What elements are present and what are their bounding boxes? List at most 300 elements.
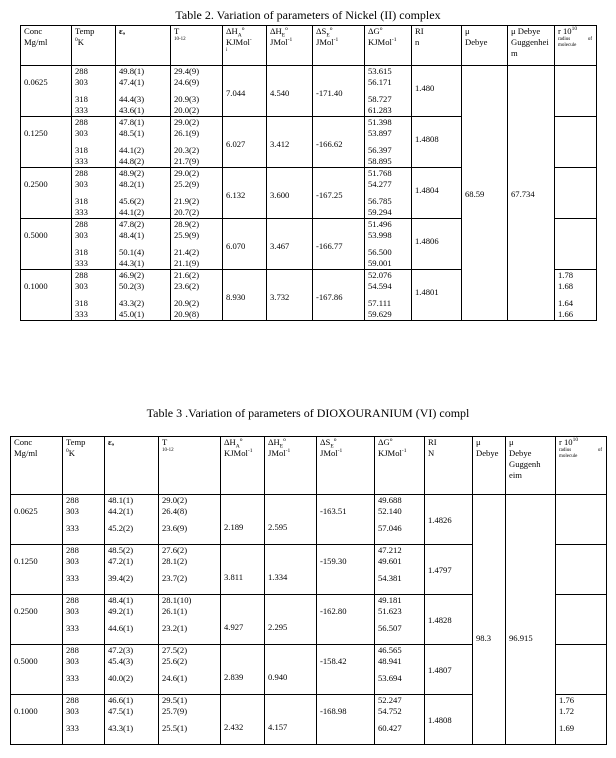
- header-radius-small-2: of: [597, 448, 602, 453]
- cell-t-line: 20.9(3): [174, 94, 200, 104]
- cell-delta-he-value: 4.157: [268, 722, 288, 732]
- cell-t: [159, 595, 221, 645]
- cell-epsilon: [116, 168, 171, 219]
- cell-ri: [412, 270, 462, 321]
- header-delta-g-unit: KJMol: [378, 448, 402, 458]
- cell-temp-line: 333: [66, 723, 79, 733]
- cell-delta-he: [267, 270, 313, 321]
- conc-value: 0.2500: [24, 179, 48, 189]
- cell-epsilon-line: 48.2(1): [119, 179, 145, 189]
- cell-radius: [556, 545, 607, 595]
- cell-delta-se-value: -159.30: [320, 556, 347, 566]
- header-ri-l2: n: [415, 37, 420, 47]
- cell-delta-g-line: 56.507: [378, 623, 402, 633]
- nickel-complex-table: [20, 25, 597, 321]
- header-delta-he-unit: JMol: [268, 448, 286, 458]
- cell-delta-se-value: -158.42: [320, 656, 347, 666]
- cell-epsilon-line: 45.4(3): [108, 656, 134, 666]
- header-delta-ha-symbol: ΔH: [226, 26, 238, 36]
- cell-t-line: 25.9(9): [174, 230, 200, 240]
- cell-temp-line: 333: [75, 105, 88, 115]
- cell-temp-line: 288: [75, 66, 88, 76]
- cell-epsilon-line: 44.8(2): [119, 156, 145, 166]
- header-mug-l1: μ: [509, 437, 514, 447]
- cell-delta-g-line: 53.694: [378, 673, 402, 683]
- cell-t-line: 25.5(1): [162, 723, 188, 733]
- header-delta-se-symbol-line: [316, 26, 364, 37]
- cell-delta-ha-value: 2.432: [224, 722, 244, 732]
- cell-epsilon-line: 48.1(1): [108, 495, 134, 505]
- header-radius-line: [559, 437, 606, 448]
- cell-radius: [555, 66, 597, 117]
- header-delta-he-symbol-line: [268, 437, 316, 448]
- cell-delta-g: [375, 495, 425, 545]
- cell-epsilon: [105, 695, 159, 745]
- header-delta-g-sup: o: [389, 437, 393, 444]
- cell-radius-line: [558, 243, 596, 249]
- cell-ri: [412, 219, 462, 270]
- header-delta-he-symbol-line: [270, 26, 312, 37]
- cell-t-line: 29.4(9): [174, 66, 200, 76]
- header-mug-l2: Debye: [509, 448, 532, 458]
- header-delta-ha-symbol: ΔH: [224, 437, 236, 447]
- header-mu-l2: Debye: [476, 448, 499, 458]
- cell-epsilon-line: 44.6(1): [108, 623, 134, 633]
- cell-delta-g-line: 51.623: [378, 606, 402, 616]
- header-delta-he-unit-line: [268, 448, 316, 459]
- cell-t-line: 21.6(2): [174, 270, 200, 280]
- cell-temp-line: 303: [75, 281, 88, 291]
- header-delta-ha-sup: o: [241, 26, 245, 33]
- cell-delta-se: [313, 219, 365, 270]
- cell-delta-ha: [221, 645, 265, 695]
- cell-t-line: 20.0(2): [174, 105, 200, 115]
- cell-delta-se-value: -166.62: [316, 139, 343, 149]
- conc-value: 0.5000: [14, 656, 38, 666]
- cell-delta-he: [265, 595, 317, 645]
- cell-epsilon-line: 46.9(2): [119, 270, 145, 280]
- cell-temp-line: 318: [75, 247, 88, 257]
- conc-value: 0.2500: [14, 606, 38, 616]
- cell-ri: [425, 495, 473, 545]
- cell-t-line: 25.6(2): [162, 656, 188, 666]
- header-delta-se: [317, 437, 375, 495]
- cell-epsilon: [105, 545, 159, 595]
- cell-ri-value: 1.480: [415, 83, 435, 93]
- header-delta-he-sub: E: [281, 32, 286, 39]
- cell-t: [159, 645, 221, 695]
- cell-delta-g-line: 59.629: [368, 309, 392, 319]
- cell-t-line: 28.1(2): [162, 556, 188, 566]
- cell-radius-line: [558, 192, 596, 198]
- header-delta-se-unit-sup: -1: [333, 37, 339, 44]
- cell-delta-g-line: 57.111: [368, 298, 391, 308]
- cell-epsilon-line: 49.2(1): [108, 606, 134, 616]
- header-delta-g: [375, 437, 425, 495]
- cell-delta-he: [267, 168, 313, 219]
- cell-ri-value: 1.4807: [428, 665, 452, 675]
- header-delta-ha-symbol-line: [224, 437, 264, 448]
- header-mug-l4: eim: [509, 470, 522, 480]
- cell-mu: [462, 66, 508, 321]
- cell-temp-line: 288: [75, 117, 88, 127]
- cell-delta-ha-value: 6.027: [226, 139, 246, 149]
- header-mug-l3: Guggenh: [509, 459, 541, 469]
- cell-epsilon-line: 43.6(1): [119, 105, 145, 115]
- header-radius-sup: 10: [572, 437, 579, 444]
- cell-delta-g-line: 52.140: [378, 506, 402, 516]
- cell-epsilon-line: 48.4(1): [108, 595, 134, 605]
- cell-delta-ha-value: 6.132: [226, 190, 246, 200]
- cell-temp: [63, 645, 105, 695]
- cell-temp-line: 303: [75, 179, 88, 189]
- cell-t-line: 20.7(2): [174, 207, 200, 217]
- cell-temp-line: 288: [66, 645, 79, 655]
- header-temp-l2: [66, 448, 104, 459]
- cell-delta-g-line: 58.727: [368, 94, 392, 104]
- header-conc-l2: Mg/ml: [24, 37, 48, 47]
- cell-t: [159, 695, 221, 745]
- cell-t-line: 23.2(1): [162, 623, 188, 633]
- header-delta-ha-unit-line: [226, 37, 266, 48]
- cell-t-line: 24.6(9): [174, 77, 200, 87]
- cell-t-line: 26.4(8): [162, 506, 188, 516]
- dioxouranium-complex-table: [10, 436, 607, 745]
- header-radius-small-3: molecule: [559, 454, 578, 459]
- cell-t-line: 20.9(8): [174, 309, 200, 319]
- header-temp-sup: 0: [75, 37, 78, 44]
- cell-radius-line: 1.69: [559, 723, 575, 733]
- cell-delta-he: [265, 495, 317, 545]
- cell-delta-g-line: 47.212: [378, 545, 402, 555]
- cell-radius-line: [559, 563, 606, 569]
- cell-delta-ha: [223, 219, 267, 270]
- cell-delta-g: [365, 219, 412, 270]
- header-delta-se-unit-sup: -1: [337, 448, 343, 455]
- cell-ri-value: 1.4828: [428, 615, 452, 625]
- cell-t-line: 21.9(2): [174, 196, 200, 206]
- cell-temp-line: 333: [66, 673, 79, 683]
- cell-epsilon-line: 40.0(2): [108, 673, 134, 683]
- cell-delta-se-value: -167.86: [316, 292, 343, 302]
- cell-temp: [72, 270, 116, 321]
- cell-epsilon: [105, 595, 159, 645]
- cell-temp-line: 288: [66, 545, 79, 555]
- cell-epsilon-line: 43.3(2): [119, 298, 145, 308]
- cell-t: [171, 66, 223, 117]
- cell-radius-line: 1.76: [559, 695, 575, 705]
- header-temp-unit: K: [68, 448, 75, 458]
- header-radius-small-1: radius: [559, 448, 572, 453]
- cell-temp-line: 288: [66, 695, 79, 705]
- cell-delta-he: [267, 117, 313, 168]
- cell-epsilon-line: 47.8(1): [119, 117, 145, 127]
- table-row: [11, 495, 607, 545]
- cell-epsilon-line: 48.9(2): [119, 168, 145, 178]
- cell-epsilon-line: 45.6(2): [119, 196, 145, 206]
- cell-temp: [63, 595, 105, 645]
- header-delta-ha-unit: KJMol: [224, 448, 248, 458]
- conc-value: 0.0625: [24, 77, 48, 87]
- cell-delta-g-line: 49.601: [378, 556, 402, 566]
- cell-epsilon-line: 47.2(1): [108, 556, 134, 566]
- cell-delta-g: [365, 168, 412, 219]
- cell-t-line: 26.1(9): [174, 128, 200, 138]
- header-row: [11, 437, 607, 495]
- cell-delta-se-value: -168.98: [320, 706, 347, 716]
- cell-ri: [412, 168, 462, 219]
- header-delta-ha-sub: A: [235, 443, 240, 450]
- cell-temp-line: 303: [66, 506, 79, 516]
- header-radius-small-3: molecule: [558, 43, 577, 48]
- cell-radius-line: [559, 663, 606, 669]
- header-conc: [21, 26, 72, 66]
- cell-delta-se: [313, 270, 365, 321]
- header-delta-se-sub: E: [330, 443, 334, 450]
- header-ri-l1: RI: [415, 26, 424, 36]
- cell-t-line: 29.0(2): [174, 117, 200, 127]
- cell-epsilon-line: 44.1(2): [119, 207, 145, 217]
- cell-delta-g-line: 59.294: [368, 207, 392, 217]
- cell-delta-se: [313, 168, 365, 219]
- cell-delta-g-line: 56.785: [368, 196, 392, 206]
- header-delta-ha-symbol-line: [226, 26, 266, 37]
- cell-t-line: 25.2(9): [174, 179, 200, 189]
- cell-temp-line: 303: [66, 606, 79, 616]
- cell-temp-line: 288: [66, 595, 79, 605]
- header-radius: [556, 437, 607, 495]
- cell-epsilon-line: 45.0(1): [119, 309, 145, 319]
- header-delta-ha-unit-sup: -1: [247, 448, 253, 455]
- header-delta-g-symbol-line: [368, 26, 411, 37]
- header-t-sub: 10-12: [162, 448, 174, 453]
- cell-delta-g-line: 56.397: [368, 145, 392, 155]
- header-t-label: T: [174, 26, 180, 36]
- cell-ri: [425, 545, 473, 595]
- cell-conc: [21, 219, 72, 270]
- cell-radius-line: [558, 141, 596, 147]
- header-delta-he-unit: JMol: [270, 37, 288, 47]
- cell-epsilon-line: 47.5(1): [108, 706, 134, 716]
- header-t: [159, 437, 221, 495]
- cell-radius: [555, 117, 597, 168]
- header-conc-l1: Conc: [24, 26, 43, 36]
- cell-delta-se-value: -166.77: [316, 241, 343, 251]
- cell-delta-he: [267, 219, 313, 270]
- cell-ri: [425, 595, 473, 645]
- cell-radius: [555, 219, 597, 270]
- cell-epsilon-line: 44.1(2): [119, 145, 145, 155]
- cell-temp-line: 303: [66, 556, 79, 566]
- cell-delta-he-value: 3.467: [270, 241, 290, 251]
- header-delta-se-unit: JMol: [316, 37, 334, 47]
- cell-t: [159, 545, 221, 595]
- cell-delta-ha: [221, 545, 265, 595]
- conc-value: 0.1000: [14, 706, 38, 716]
- cell-delta-se: [317, 645, 375, 695]
- header-delta-g-symbol: ΔG: [368, 26, 380, 36]
- cell-delta-ha: [223, 168, 267, 219]
- cell-delta-g-line: 48.941: [378, 656, 402, 666]
- cell-delta-se-value: -171.40: [316, 88, 343, 98]
- header-delta-ha-sub: A: [237, 32, 242, 39]
- cell-t-line: 27.6(2): [162, 545, 188, 555]
- cell-epsilon: [105, 495, 159, 545]
- cell-delta-se: [317, 695, 375, 745]
- table2-caption: Table 2. Variation of parameters of Nickel (II) complex: [175, 8, 441, 22]
- cell-delta-se: [313, 66, 365, 117]
- cell-t: [171, 219, 223, 270]
- cell-delta-g-line: 54.752: [378, 706, 402, 716]
- header-delta-se-unit-line: [316, 37, 364, 48]
- header-delta-ha-sup: o: [239, 437, 243, 444]
- cell-temp-line: 333: [66, 523, 79, 533]
- header-radius-label: r 10: [559, 437, 573, 447]
- cell-mu: [473, 495, 506, 745]
- cell-delta-se-value: -167.25: [316, 190, 343, 200]
- cell-temp-line: 318: [75, 196, 88, 206]
- header-mu: [473, 437, 506, 495]
- cell-delta-ha-value: 8.930: [226, 292, 246, 302]
- header-radius-line: [558, 26, 596, 37]
- cell-epsilon-line: 45.2(2): [108, 523, 134, 533]
- cell-mu-guggenheim: [506, 495, 556, 745]
- cell-ri: [425, 695, 473, 745]
- header-ri: [425, 437, 473, 495]
- header-mu-l2: Debye: [465, 37, 488, 47]
- cell-temp-line: 333: [75, 207, 88, 217]
- cell-delta-g-line: 53.615: [368, 66, 392, 76]
- cell-delta-g-line: 60.427: [378, 723, 402, 733]
- cell-radius-line: 1.78: [558, 270, 574, 280]
- cell-delta-he-value: 3.600: [270, 190, 290, 200]
- header-delta-he-unit-sup: -1: [285, 448, 291, 455]
- cell-delta-g-line: 51.398: [368, 117, 392, 127]
- header-delta-se-sup: o: [333, 437, 337, 444]
- header-t: [171, 26, 223, 66]
- header-conc: [11, 437, 63, 495]
- header-ri: [412, 26, 462, 66]
- cell-temp-line: 288: [66, 495, 79, 505]
- cell-delta-he-value: 3.412: [270, 139, 290, 149]
- cell-temp-line: 303: [66, 706, 79, 716]
- conc-value: 0.1250: [24, 128, 48, 138]
- header-conc-l1: Conc: [14, 437, 33, 447]
- cell-delta-se-value: -162.80: [320, 606, 347, 616]
- cell-epsilon-line: 48.4(1): [119, 230, 145, 240]
- cell-epsilon-line: 47.4(1): [119, 77, 145, 87]
- cell-temp: [72, 219, 116, 270]
- mu-value: 98.3: [476, 633, 492, 643]
- header-delta-he-sub: E: [279, 443, 284, 450]
- cell-temp-line: 318: [75, 145, 88, 155]
- cell-delta-g: [375, 645, 425, 695]
- cell-delta-g: [365, 270, 412, 321]
- cell-t-line: 23.6(2): [174, 281, 200, 291]
- cell-delta-ha: [223, 270, 267, 321]
- cell-temp-line: 303: [75, 128, 88, 138]
- cell-t-line: 20.9(2): [174, 298, 200, 308]
- cell-ri-value: 1.4797: [428, 565, 452, 575]
- cell-ri-value: 1.4804: [415, 185, 439, 195]
- cell-temp-line: 333: [66, 623, 79, 633]
- header-epsilon-symbol: εₒ: [119, 26, 126, 36]
- header-mu-guggenheim: [508, 26, 555, 66]
- cell-temp-line: 333: [66, 573, 79, 583]
- header-delta-he-unit-sup: -1: [287, 37, 293, 44]
- header-epsilon-symbol: εₒ: [108, 437, 115, 447]
- cell-delta-g-line: 54.381: [378, 573, 402, 583]
- cell-conc: [21, 117, 72, 168]
- cell-delta-he-value: 3.732: [270, 292, 290, 302]
- cell-delta-g-line: 52.247: [378, 695, 402, 705]
- header-epsilon: [105, 437, 159, 495]
- header-delta-he-unit-line: [270, 37, 312, 48]
- cell-radius-line: [559, 613, 606, 619]
- mu-value: 68.59: [465, 189, 485, 199]
- cell-ri-value: 1.4808: [415, 134, 439, 144]
- cell-conc: [11, 595, 63, 645]
- cell-delta-ha: [223, 117, 267, 168]
- cell-temp-line: 333: [75, 156, 88, 166]
- cell-ri-value: 1.4826: [428, 515, 452, 525]
- cell-t-line: 29.5(1): [162, 695, 188, 705]
- conc-value: 0.1000: [24, 281, 48, 291]
- header-delta-he-sup: o: [283, 437, 286, 444]
- cell-delta-g-line: 58.895: [368, 156, 392, 166]
- cell-delta-he: [265, 695, 317, 745]
- cell-delta-g: [375, 695, 425, 745]
- header-mu-l1: μ: [465, 26, 470, 36]
- header-t-sub: 10-12: [174, 37, 186, 42]
- header-delta-he: [265, 437, 317, 495]
- cell-epsilon-line: 44.4(3): [119, 94, 145, 104]
- header-ri-l2: N: [428, 448, 435, 458]
- cell-delta-g: [375, 595, 425, 645]
- cell-delta-se: [317, 495, 375, 545]
- header-mug-l2: Guggenhei: [511, 37, 549, 47]
- cell-radius-line: 1.68: [558, 281, 574, 291]
- cell-radius: [556, 595, 607, 645]
- cell-epsilon-line: 49.8(1): [119, 66, 145, 76]
- header-radius-label: r 10: [558, 26, 572, 36]
- cell-epsilon: [116, 66, 171, 117]
- cell-epsilon-line: 43.3(1): [108, 723, 134, 733]
- conc-value: 0.0625: [14, 506, 38, 516]
- cell-temp: [72, 117, 116, 168]
- cell-t-line: 23.7(2): [162, 573, 188, 583]
- header-delta-se-symbol-line: [320, 437, 374, 448]
- cell-temp: [72, 168, 116, 219]
- cell-delta-g: [365, 66, 412, 117]
- mu-guggenheim-value: 96.915: [509, 633, 533, 643]
- cell-t-line: 28.9(2): [174, 219, 200, 229]
- cell-delta-g-line: 56.171: [368, 77, 392, 87]
- cell-radius: [555, 168, 597, 219]
- cell-t: [171, 168, 223, 219]
- cell-temp: [63, 495, 105, 545]
- cell-epsilon-line: 48.5(2): [108, 545, 134, 555]
- cell-ri-value: 1.4808: [428, 715, 452, 725]
- cell-t-line: 21.4(2): [174, 247, 200, 257]
- cell-radius: [556, 495, 607, 545]
- cell-radius: [555, 270, 597, 321]
- cell-temp-line: 303: [75, 77, 88, 87]
- cell-radius: [556, 695, 607, 745]
- cell-temp-line: 288: [75, 219, 88, 229]
- cell-epsilon-line: 50.1(4): [119, 247, 145, 257]
- cell-conc: [11, 645, 63, 695]
